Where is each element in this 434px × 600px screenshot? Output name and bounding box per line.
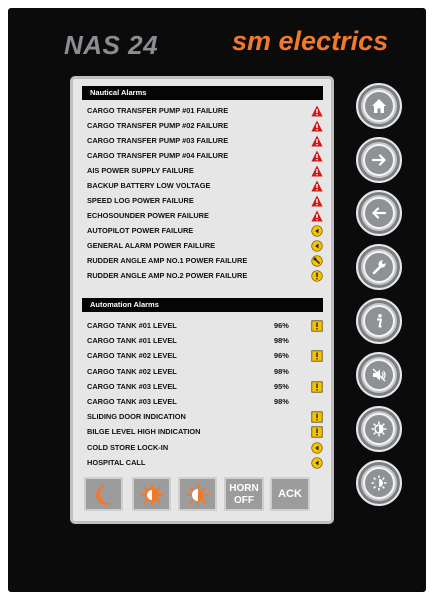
red-triangle-icon <box>311 135 323 147</box>
alarm-label: CARGO TANK #01 LEVEL <box>87 336 177 346</box>
alarm-value: 96% <box>274 321 289 330</box>
red-triangle-icon <box>311 195 323 207</box>
ack-button[interactable]: ACK <box>270 477 310 511</box>
model-name: NAS 24 <box>64 30 159 60</box>
red-triangle-icon <box>311 180 323 192</box>
nautical-row <box>87 194 325 208</box>
yellow-arrow-circle-icon <box>311 457 323 469</box>
alarm-label: CARGO TRANSFER PUMP #04 FAILURE <box>87 151 229 160</box>
nautical-row <box>87 269 325 283</box>
horn-off-button[interactable] <box>224 477 264 511</box>
yellow-wrench-circle-icon <box>311 255 323 267</box>
nautical-row <box>87 224 325 238</box>
yellow-exclamation-square-icon <box>311 411 323 423</box>
settings-button[interactable] <box>356 244 402 290</box>
alarm-label: GENERAL ALARM POWER FAILURE <box>87 241 216 250</box>
yellow-arrow-circle-icon <box>311 225 323 237</box>
brand-logo: sm electrics <box>232 26 389 56</box>
nautical-alarms-header: Nautical Alarms <box>82 86 323 100</box>
brightness-down-icon <box>140 483 164 507</box>
alarm-label: RUDDER ANGLE AMP NO.2 POWER FAILURE <box>87 271 248 280</box>
alarm-label: AIS POWER SUPPLY FAILURE <box>87 166 194 175</box>
alarm-value: 98% <box>274 336 289 346</box>
alarm-value: 96% <box>274 351 289 361</box>
red-triangle-icon <box>311 120 323 132</box>
alarm-label: CARGO TRANSFER PUMP #03 FAILURE <box>87 136 229 145</box>
alarm-label: CARGO TRANSFER PUMP #01 FAILURE <box>87 106 229 115</box>
nautical-row <box>87 119 325 133</box>
nautical-row <box>87 104 325 118</box>
automation-row <box>87 365 325 379</box>
alarm-label: CARGO TANK #03 LEVEL <box>87 381 177 391</box>
brightness-up-icon <box>371 475 387 491</box>
home-button[interactable] <box>356 83 402 129</box>
alarm-label: CARGO TANK #02 LEVEL <box>87 366 177 376</box>
automation-row <box>87 441 325 455</box>
yellow-exclamation-square-icon <box>311 320 323 332</box>
yellow-exclamation-square-icon <box>311 350 323 362</box>
off-label: OFF <box>234 495 254 506</box>
info-icon <box>371 313 387 329</box>
automation-row <box>87 334 325 348</box>
arrow-left-icon <box>371 205 387 221</box>
red-triangle-icon <box>311 165 323 177</box>
automation-row <box>87 456 325 470</box>
alarm-value: 98% <box>274 366 289 376</box>
alarm-label: CARGO TRANSFER PUMP #02 FAILURE <box>87 121 229 130</box>
alarm-label: HOSPITAL CALL <box>87 457 146 467</box>
moon-icon <box>94 483 114 507</box>
alarm-label: SLIDING DOOR INDICATION <box>87 412 186 422</box>
alarm-label: RUDDER ANGLE AMP NO.1 POWER FAILURE <box>87 256 248 265</box>
alarm-label: BACKUP BATTERY LOW VOLTAGE <box>87 181 211 190</box>
alarm-label: BILGE LEVEL HIGH INDICATION <box>87 427 201 437</box>
dim-down-button[interactable] <box>132 477 171 511</box>
automation-row <box>87 380 325 394</box>
alarm-value: 95% <box>274 381 289 391</box>
arrow-right-icon <box>371 152 387 168</box>
alarm-label: ECHOSOUNDER POWER FAILURE <box>87 211 209 220</box>
red-triangle-icon <box>311 105 323 117</box>
back-button[interactable] <box>356 190 402 236</box>
alarm-label: AUTOPILOT POWER FAILURE <box>87 226 194 235</box>
alarm-label: CARGO TANK #02 LEVEL <box>87 351 177 361</box>
red-triangle-icon <box>311 150 323 162</box>
home-icon <box>371 98 387 114</box>
alarm-value: 98% <box>274 397 289 406</box>
display-screen <box>70 76 334 524</box>
yellow-exclamation-square-icon <box>311 381 323 393</box>
bright-button[interactable] <box>356 460 402 506</box>
alarm-label: COLD STORE LOCK-IN <box>87 442 169 452</box>
mute-button[interactable] <box>356 352 402 398</box>
info-button[interactable] <box>356 298 402 344</box>
brightness-down-icon <box>371 421 387 437</box>
automation-row <box>87 425 325 439</box>
dim-button[interactable] <box>356 406 402 452</box>
nautical-row <box>87 209 325 223</box>
speaker-mute-icon <box>371 367 387 383</box>
yellow-arrow-circle-icon <box>311 442 323 454</box>
wrench-icon <box>371 259 387 275</box>
alarm-label: CARGO TANK #01 LEVEL <box>87 321 177 330</box>
automation-alarms-header: Automation Alarms <box>82 298 323 312</box>
nautical-row <box>87 239 325 253</box>
horn-label: HORN <box>229 483 259 494</box>
nautical-row <box>87 134 325 148</box>
automation-row <box>87 319 325 333</box>
automation-row <box>87 410 325 424</box>
alarm-label: SPEED LOG POWER FAILURE <box>87 196 194 205</box>
dim-up-button[interactable] <box>178 477 217 511</box>
alarm-label: CARGO TANK #03 LEVEL <box>87 397 177 406</box>
brightness-up-icon <box>186 483 210 507</box>
next-button[interactable] <box>356 137 402 183</box>
nautical-row <box>87 179 325 193</box>
yellow-exclamation-circle-icon <box>311 270 323 282</box>
nautical-row <box>87 164 325 178</box>
yellow-exclamation-square-icon <box>311 426 323 438</box>
automation-row <box>87 395 325 409</box>
yellow-arrow-circle-icon <box>311 240 323 252</box>
nautical-row <box>87 254 325 268</box>
nautical-row <box>87 149 325 163</box>
automation-row <box>87 349 325 363</box>
night-mode-button[interactable] <box>84 477 123 511</box>
red-triangle-icon <box>311 210 323 222</box>
